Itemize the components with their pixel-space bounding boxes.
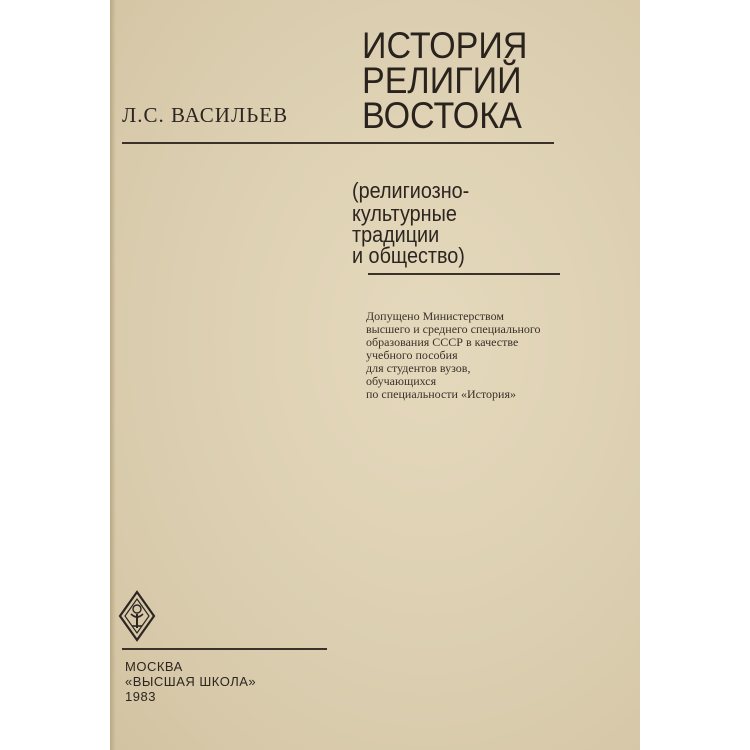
subtitle-divider — [368, 273, 560, 275]
book-title-line-1: ИСТОРИЯ — [362, 25, 528, 66]
title-page — [110, 0, 640, 750]
approval-line-7: по специальности «История» — [366, 387, 516, 401]
imprint-publisher: «ВЫСШАЯ ШКОЛА» — [125, 674, 257, 689]
author-name: Л.С. ВАСИЛЬЕВ — [122, 103, 289, 127]
subtitle-line-1: (религиозно- — [352, 178, 470, 203]
approval-line-3: образования СССР в качестве — [366, 335, 519, 349]
imprint-divider — [122, 648, 327, 650]
approval-line-4: учебного пособия — [366, 348, 458, 362]
imprint-year: 1983 — [125, 689, 156, 704]
title-divider — [122, 142, 554, 144]
subtitle-line-3: традиции — [352, 222, 440, 247]
approval-line-2: высшего и среднего специального — [366, 322, 541, 336]
approval-line-5: для студентов вузов, — [366, 361, 471, 375]
book-title-line-3: ВОСТОКА — [362, 95, 522, 136]
subtitle-line-2: культурные — [352, 201, 457, 226]
publisher-emblem-icon — [118, 590, 156, 642]
approval-line-6: обучающихся — [366, 374, 437, 388]
page-edge-shadow — [110, 0, 116, 750]
subtitle-line-4: и общество) — [352, 243, 465, 268]
book-title-line-2: РЕЛИГИЙ — [362, 60, 522, 101]
imprint-city: МОСКВА — [125, 659, 183, 674]
approval-line-1: Допущено Министерством — [366, 309, 504, 323]
